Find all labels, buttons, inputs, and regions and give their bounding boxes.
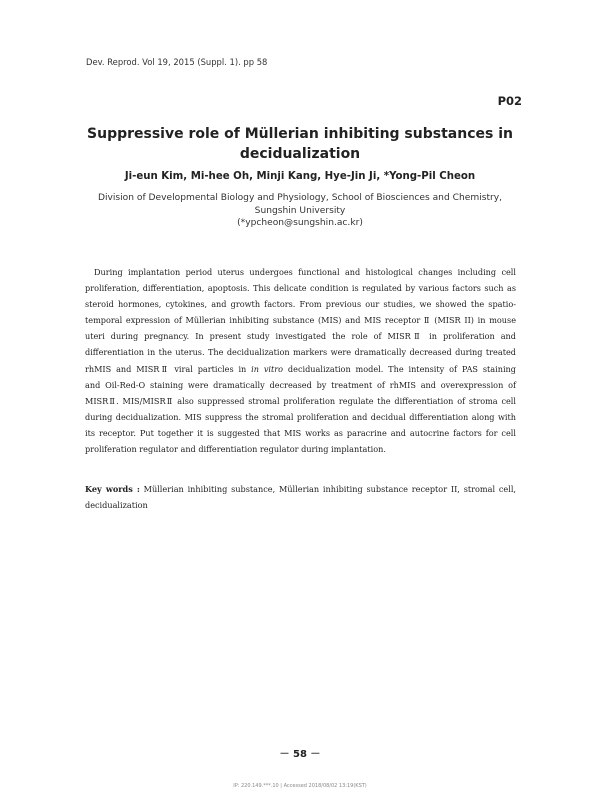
affiliation-line-2: Sungshin University [254,205,346,216]
abstract-line: MISRⅡ. MIS/MISRⅡ also suppressed stromal proliferation regulate the differentiation of stroma cell [85,395,516,406]
abstract-line: proliferation regulator and differentiation regulator during implantation. [85,444,386,455]
keywords-line [85,481,516,497]
article-title [60,124,540,164]
affiliation [80,192,520,230]
abstract-text: decidualization model. The intensity of PAS staining [283,363,516,374]
affiliation-line-1: Division of Developmental Biology and Physiology, School of Biosciences and Chemistry, [97,193,503,203]
abstract-line: proliferation, differentiation, apoptosis. This delicate condition is regulated by various factors such as [85,283,516,294]
journal-reference: Dev. Reprod. Vol 19, 2015 (Suppl. 1). pp 58 [86,57,268,67]
author-list: Ji-eun Kim, Mi-hee Oh, Minji Kang, Hye-Jin Ji, *Yong-Pil Cheon [124,171,476,182]
keywords-line: decidualization [85,500,148,511]
keywords-label: Key words : [85,484,140,494]
abstract-line: its receptor. Put together it is suggested that MIS works as paracrine and autocrine factors for cell [85,427,516,438]
abstract-body [85,264,516,457]
abstract-italic-term: in vitro [251,363,284,374]
page-number: － 58 － [279,749,321,760]
poster-code: P02 [497,94,522,108]
affiliation-email: (*ypcheon@sungshin.ac.kr) [237,218,363,228]
keywords-block [85,481,516,513]
abstract-text: rhMIS and MISRⅡ viral particles in [85,363,252,374]
abstract-line: during decidualization. MIS suppress the stromal proliferation and decidual differentiation along with [85,411,516,422]
abstract-line: steroid hormones, cytokines, and growth factors. From previous our studies, we showed the spatio- [85,299,516,310]
abstract-line: During implantation period uterus undergoes functional and histological changes including cell [94,267,516,277]
access-footer: IP: 220.149.***.10 | Accessed 2018/08/02 13:19(KST) [233,783,367,789]
keywords-text: Müllerian inhibiting substance, Müllerian inhibiting substance receptor II, stromal cell, [139,484,516,494]
abstract-line [85,361,516,377]
abstract-line: uteri during pregnancy. In present study investigated the role of MISRⅡ in proliferation and [85,331,516,342]
abstract-line: temporal expression of Müllerian inhibiting substance (MIS) and MIS receptor Ⅱ (MISR II) in mouse [85,315,516,326]
title-line-1: Suppressive role of Müllerian inhibiting substances in [87,126,513,142]
abstract-line: differentiation in the uterus. The decidualization markers were dramatically decreased during treated [85,347,516,358]
title-line-2: decidualization [239,146,361,162]
abstract-line: and Oil-Red-O staining were dramatically decreased by treatment of rhMIS and overexpression of [85,379,516,390]
